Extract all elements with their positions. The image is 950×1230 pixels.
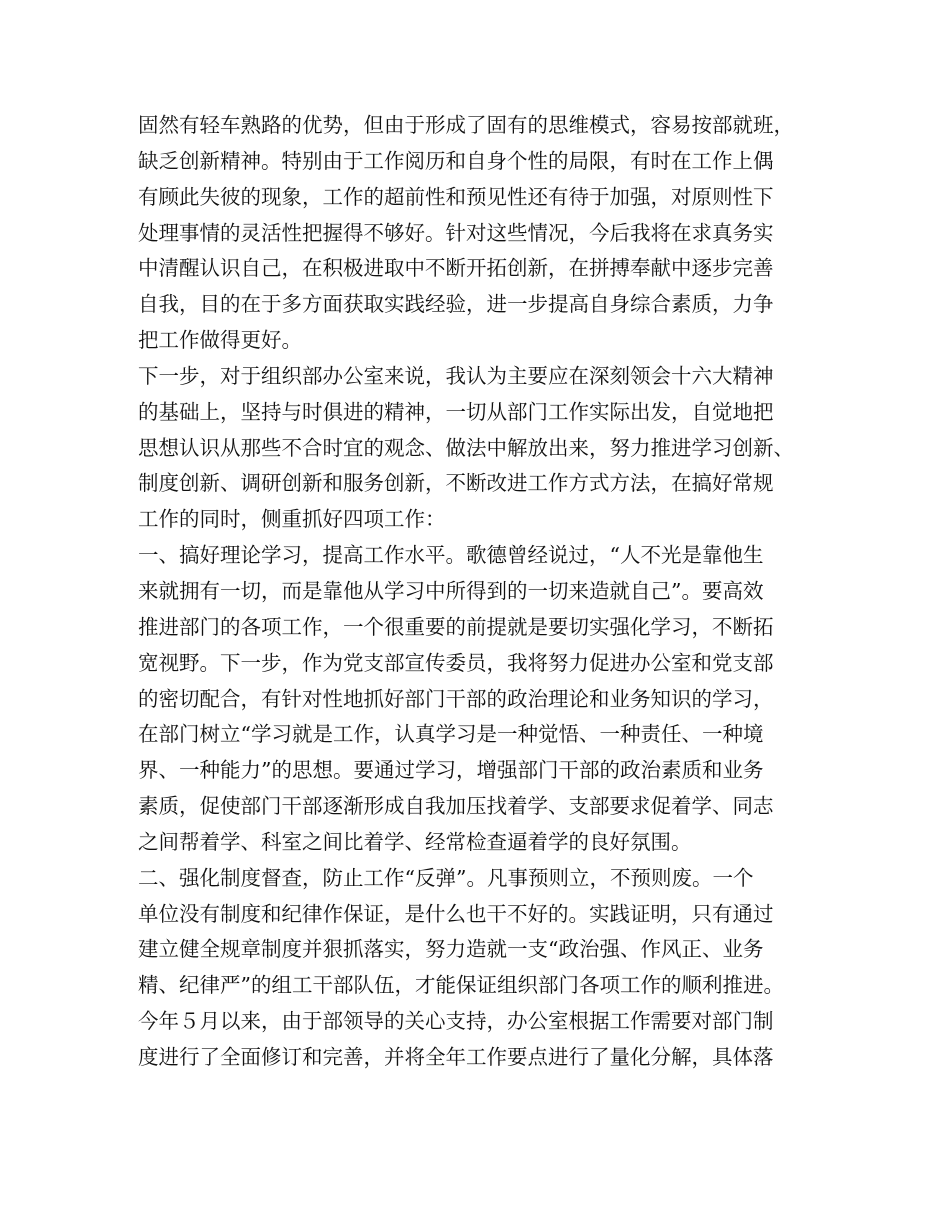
- text-line: 处理事情的灵活性把握得不够好。针对这些情况，今后我将在求真务实: [138, 220, 774, 245]
- text-line: 精、纪律严”的组工干部队伍，才能保证组织部门各项工作的顺利推进。: [138, 973, 784, 998]
- text-line: 一、搞好理论学习，提高工作水平。歌德曾经说过，“人不光是靠他生: [138, 543, 764, 568]
- text-line: 中清醒认识自己，在积极进取中不断开拓创新，在拼搏奉献中逐步完善: [138, 256, 774, 281]
- text-line: 制度创新、调研创新和服务创新，不断改进工作方式方法，在搞好常规: [138, 471, 774, 496]
- text-line: 缺乏创新精神。特别由于工作阅历和自身个性的局限，有时在工作上偶: [138, 148, 774, 173]
- text-line: 建立健全规章制度并狠抓落实，努力造就一支“政治强、作风正、业务: [138, 937, 764, 962]
- text-line: 宽视野。下一步，作为党支部宣传委员，我将努力促进办公室和党支部: [138, 650, 774, 675]
- text-line: 自我，目的在于多方面获取实践经验，进一步提高自身综合素质，力争: [138, 292, 774, 317]
- text-line: 下一步，对于组织部办公室来说，我认为主要应在深刻领会十六大精神: [138, 363, 774, 388]
- text-line: 单位没有制度和纪律作保证，是什么也干不好的。实践证明，只有通过: [138, 901, 774, 926]
- text-line: 度进行了全面修订和完善，并将全年工作要点进行了量化分解，具体落: [138, 1044, 774, 1069]
- text-line: 在部门树立“学习就是工作，认真学习是一种觉悟、一种责任、一种境: [138, 722, 764, 747]
- text-line: 的基础上，坚持与时俱进的精神，一切从部门工作实际出发，自觉地把: [138, 399, 774, 424]
- text-line: 的密切配合，有针对性地抓好部门干部的政治理论和业务知识的学习，: [138, 686, 774, 711]
- text-line: 界、一种能力”的思想。要通过学习，增强部门干部的政治素质和业务: [138, 758, 764, 783]
- text-line: 今年５月以来，由于部领导的关心支持，办公室根据工作需要对部门制: [138, 1009, 774, 1034]
- text-line: 素质，促使部门干部逐渐形成自我加压找着学、支部要求促着学、同志: [138, 794, 774, 819]
- text-line: 之间帮着学、科室之间比着学、经常检查逼着学的良好氛围。: [138, 829, 692, 854]
- text-line: 有顾此失彼的现象，工作的超前性和预见性还有待于加强，对原则性下: [138, 184, 774, 209]
- body-text: [138, 108, 838, 1076]
- text-line: 固然有轻车熟路的优势，但由于形成了固有的思维模式，容易按部就班，: [138, 113, 794, 137]
- text-line: 把工作做得更好。: [138, 328, 302, 353]
- text-line: 来就拥有一切，而是靠他从学习中所得到的一切来造就自己”。要高效: [138, 578, 764, 603]
- text-line: 工作的同时，侧重抓好四项工作：: [138, 507, 446, 532]
- text-line: 推进部门的各项工作，一个很重要的前提就是要切实强化学习，不断拓: [138, 614, 774, 639]
- text-line: 思想认识从那些不合时宜的观念、做法中解放出来，努力推进学习创新、: [138, 435, 794, 460]
- text-line: 二、强化制度督查，防止工作“反弹”。凡事预则立，不预则废。一个: [138, 865, 754, 890]
